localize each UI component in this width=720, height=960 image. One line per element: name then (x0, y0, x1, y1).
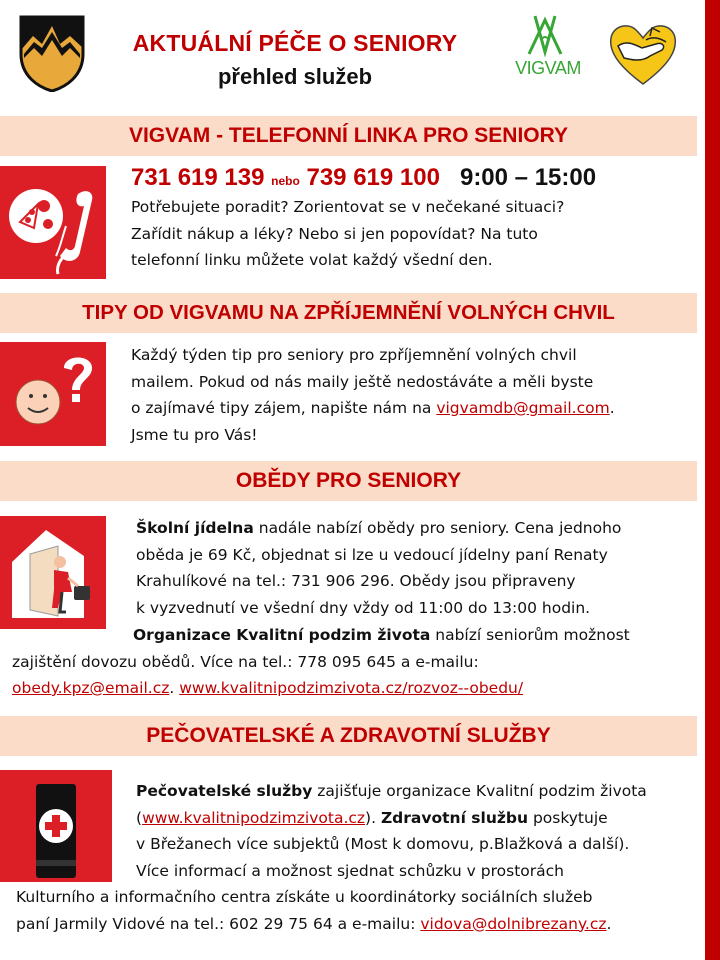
vigvam-logo (505, 14, 591, 82)
school-canteen-label: Školní jídelna (136, 519, 254, 537)
door-delivery-icon (0, 516, 106, 629)
phone-number-2[interactable]: 739 619 100 (306, 164, 440, 191)
section3-icon-box (0, 516, 106, 629)
phone-food-icon (0, 166, 106, 279)
section2-text (131, 342, 671, 448)
section3-line-text: nadále nabízí obědy pro seniory. Cena jednoho (253, 519, 622, 537)
section3-text-2 (12, 622, 692, 702)
section1-icon-box (0, 166, 106, 279)
phone-or-label: nebo (271, 174, 300, 188)
section3-line: zajištění dovozu obědů. Více na tel.: 778 095 645 a e-mailu: (12, 652, 479, 671)
section1-line: Zařídit nákup a léky? Nebo si jen popovídat? Na tuto (131, 224, 538, 243)
phone-number-1[interactable]: 731 619 139 (131, 164, 265, 191)
section3-line: Krahulíkové na tel.: 731 906 296. Obědy jsou připraveny (136, 572, 576, 590)
section4-line (16, 911, 692, 938)
phone-numbers-row (131, 164, 596, 192)
kpz-lunch-url-link[interactable]: www.kvalitnipodzimzivota.cz/rozvoz--obedu/ (179, 679, 524, 697)
right-decor-gap (697, 0, 705, 960)
section4-paren-close: ). (365, 808, 381, 827)
section2-line: mailem. Pokud od nás maily ještě nedostáváte a měli byste (131, 372, 594, 391)
health-service-label: Zdravotní službu (380, 808, 529, 827)
section1-text (131, 194, 659, 274)
section2-line: Každý týden tip pro seniory pro zpříjemnění volných chvil (131, 346, 577, 364)
section4-text-2 (16, 884, 692, 937)
section1-line: Potřebujete poradit? Zorientovat se v nečekané situaci? (131, 198, 565, 216)
heart-hands-logo (606, 18, 680, 88)
page-subtitle: přehled služeb (217, 64, 373, 89)
section2-closing: Jsme tu pro Vás! (131, 425, 258, 444)
section4-icon-box (0, 770, 112, 882)
section-header-lunches: OBĚDY PRO SENIORY (0, 461, 697, 501)
section3-separator: . (169, 679, 180, 697)
municipal-crest-icon (18, 14, 86, 92)
vigvam-logo-text: VIGVAM (515, 58, 581, 78)
medical-cross-icon (0, 770, 112, 882)
section3-line (136, 515, 671, 542)
section4-line-text: paní Jarmily Vidové na tel.: 602 29 75 64 a e-mailu: (16, 914, 421, 933)
kpz-lunch-email-link[interactable]: obedy.kpz@email.cz (12, 679, 170, 697)
care-services-label: Pečovatelské služby (136, 782, 313, 800)
section4-line-end: . (606, 914, 612, 933)
section-header-tips: TIPY OD VIGVAMU NA ZPŘÍJEMNĚNÍ VOLNÝCH CHVIL (0, 293, 697, 333)
section3-line-text: nabízí seniorům možnost (430, 626, 630, 644)
section1-line: telefonní linku můžete volat každý všední den. (131, 251, 493, 269)
section4-line: v Břežanech více subjektů (Most k domovu, p.Blažková a další). (136, 835, 630, 853)
section3-text (136, 515, 671, 621)
section3-line (12, 675, 692, 702)
section2-icon-box (0, 342, 106, 446)
section-header-phone-line: VIGVAM - TELEFONNÍ LINKA PRO SENIORY (0, 116, 697, 156)
kpz-org-label: Organizace Kvalitní podzim života (133, 626, 431, 644)
section4-line (136, 805, 681, 832)
vigvam-email-link[interactable]: vigvamdb@gmail.com (436, 399, 610, 417)
smiley-question-icon (0, 342, 106, 446)
section4-line-text: poskytuje (528, 808, 608, 827)
section2-line-text: o zajímavé tipy zájem, napište nám na (131, 399, 437, 417)
section4-line (136, 778, 681, 805)
section3-line: k vyzvednutí ve všední dny vždy od 11:00 do 13:00 hodin. (136, 598, 591, 617)
section3-line (12, 622, 692, 649)
opening-hours: 9:00 – 15:00 (459, 164, 597, 191)
section-header-care: PEČOVATELSKÉ A ZDRAVOTNÍ SLUŽBY (0, 716, 697, 756)
section3-line: oběda je 69 Kč, objednat si lze u vedoucí jídelny paní Renaty (136, 545, 608, 564)
page-title: AKTUÁLNÍ PÉČE O SENIORY (132, 30, 458, 56)
vidova-email-link[interactable]: vidova@dolnibrezany.cz (420, 914, 607, 933)
section2-line (131, 395, 671, 422)
section4-text (136, 778, 681, 884)
section4-line: Více informací a možnost sjednat schůzku v prostorách (136, 861, 564, 880)
kpz-website-link[interactable]: www.kvalitnipodzimzivota.cz (142, 808, 366, 827)
section4-line-text: zajišťuje organizace Kvalitní podzim života (312, 782, 647, 800)
section2-email-suffix: . (609, 399, 615, 417)
section4-paren-open: ( (136, 808, 143, 827)
section4-line: Kulturního a informačního centra získáte u koordinátorky sociálních služeb (16, 888, 593, 906)
